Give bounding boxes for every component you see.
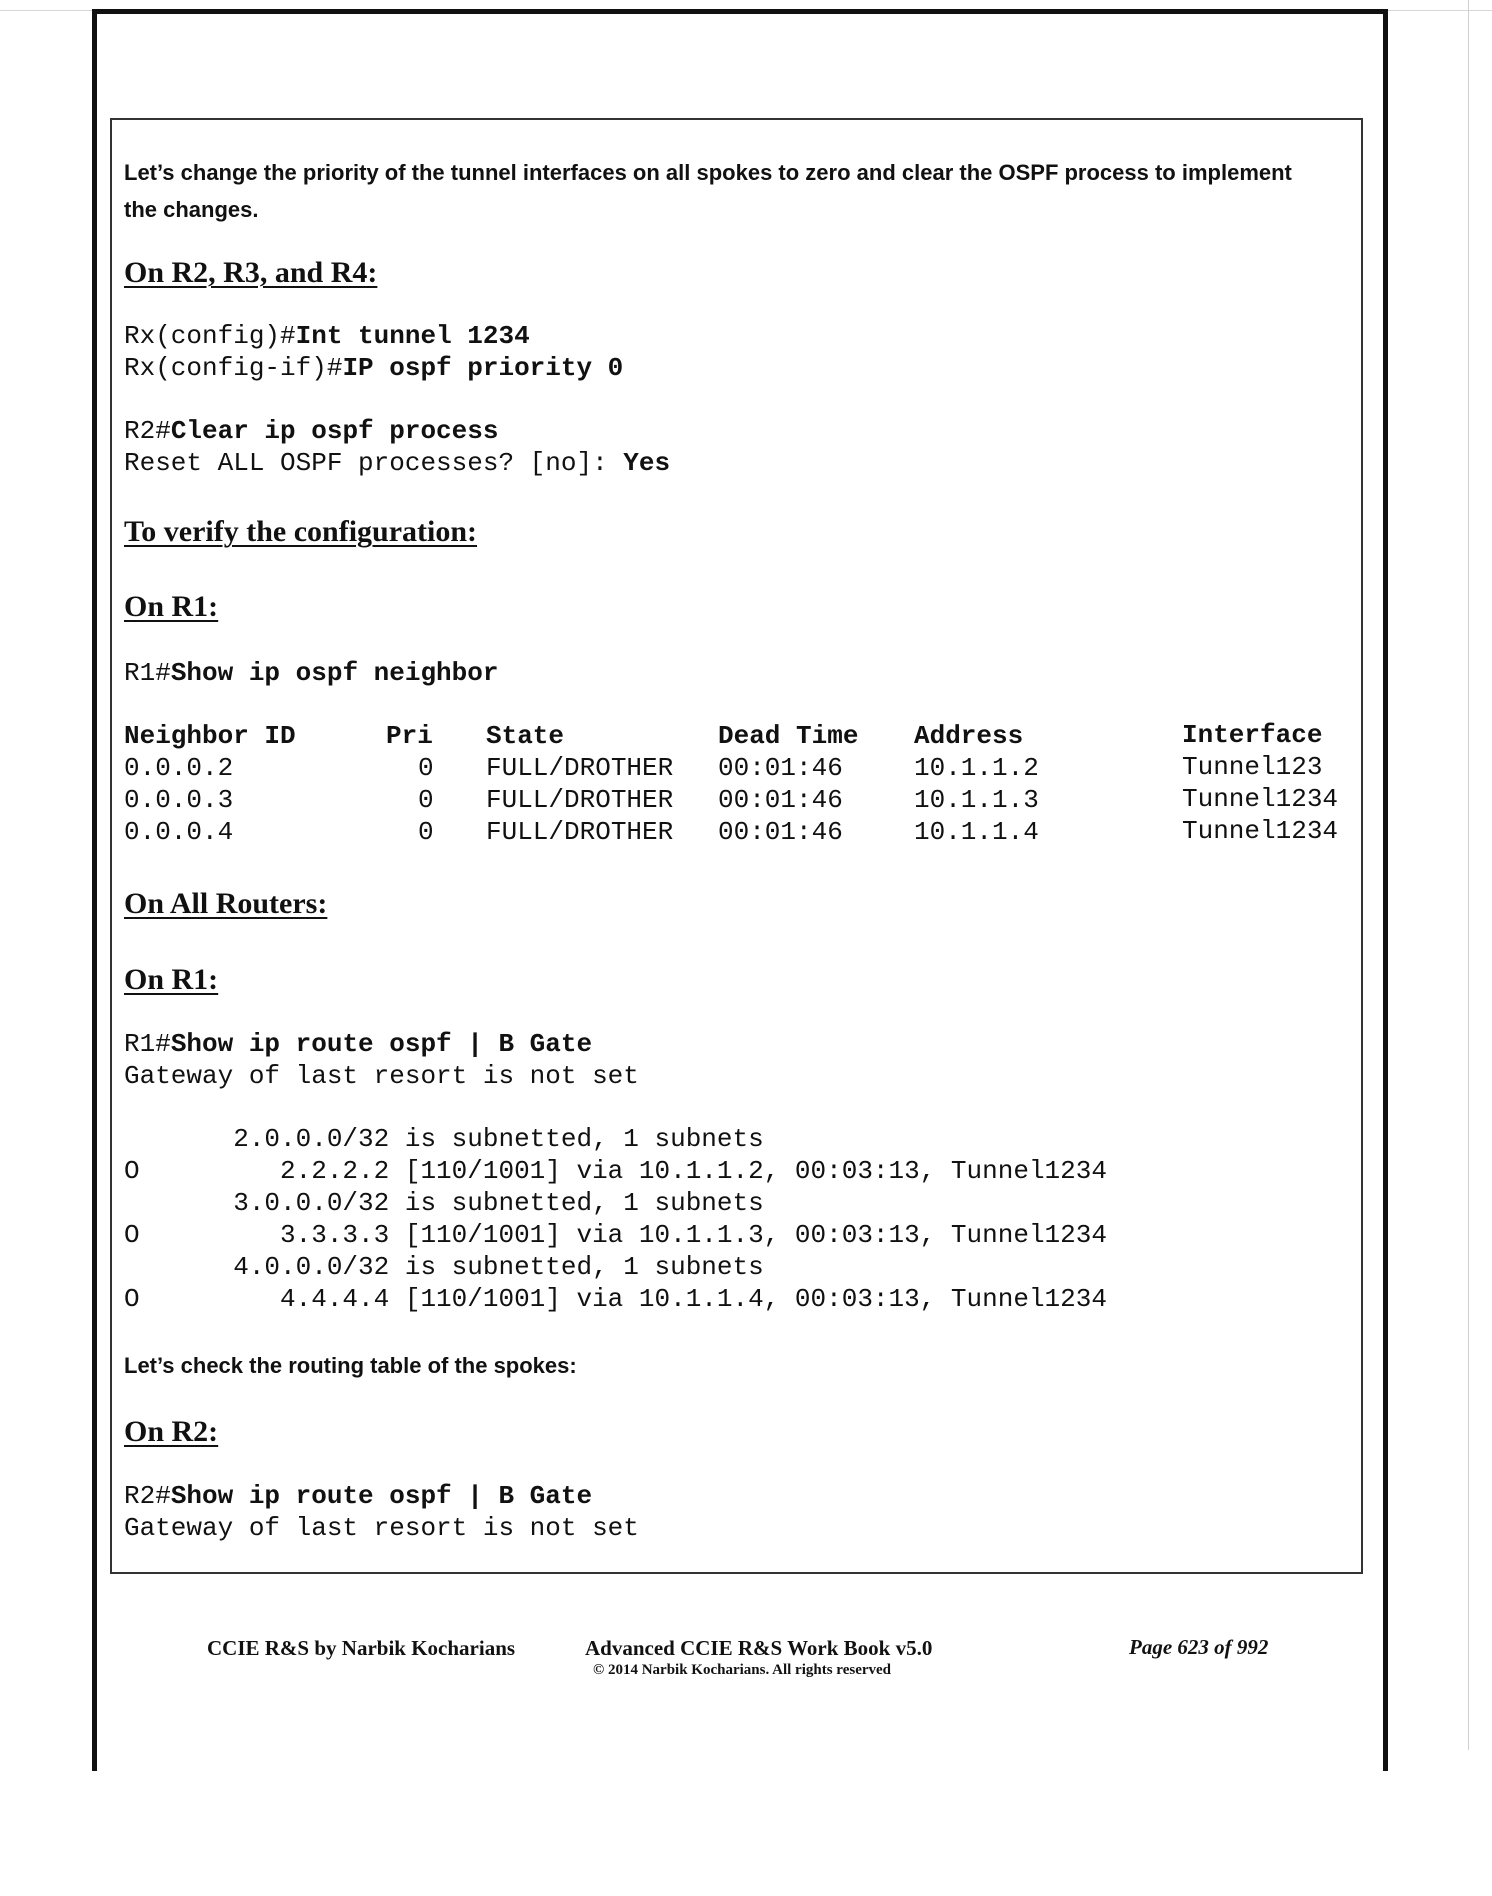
cell-pri: 0 (418, 817, 434, 847)
cell-address: 10.1.1.3 (914, 785, 1039, 815)
cell-dead-time: 00:01:46 (718, 817, 843, 847)
route2-command: Show ip route ospf | B Gate (170, 1481, 593, 1511)
route-line: O 2.2.2.2 [110/1001] via 10.1.1.2, 00:03:13, Tunnel1234 (124, 1156, 1107, 1186)
neighbor-command: Show ip ospf neighbor (170, 658, 499, 688)
heading-on-r1-b: On R1: (124, 963, 219, 996)
route-line: 3.0.0.0/32 is subnetted, 1 subnets (124, 1188, 764, 1218)
clear-prompt: R2# (124, 416, 171, 446)
scan-edge-right (1468, 0, 1469, 1750)
config-command-1: Int tunnel 1234 (295, 321, 530, 351)
neighbor-command-line (124, 657, 498, 689)
route2-gateway-line: Gateway of last resort is not set (124, 1513, 639, 1543)
route1-command: Show ip route ospf | B Gate (170, 1029, 593, 1059)
intro-paragraph: Let’s change the priority of the tunnel interfaces on all spokes to zero and clear the OSPF process to implement the changes. (124, 160, 1292, 222)
cell-pri: 0 (418, 753, 434, 783)
cell-dead-time: 00:01:46 (718, 753, 843, 783)
route-line: 2.0.0.0/32 is subnetted, 1 subnets (124, 1124, 764, 1154)
spokes-paragraph: Let’s check the routing table of the spokes: (124, 1353, 577, 1378)
footer-page-number: Page 623 of 992 (1129, 1635, 1269, 1659)
cell-state: FULL/DROTHER (486, 785, 674, 815)
reset-answer: Yes (623, 448, 671, 478)
cell-interface: Tunnel1234 (1182, 784, 1339, 814)
config-line-2 (124, 352, 623, 384)
route2-prompt: R2# (124, 1481, 171, 1511)
clear-line (124, 415, 498, 447)
reset-line (124, 447, 670, 479)
cell-address: 10.1.1.2 (914, 753, 1039, 783)
route1-gateway-line: Gateway of last resort is not set (124, 1061, 639, 1091)
heading-on-r1-a: On R1: (124, 590, 219, 623)
cell-interface: Tunnel123 (1182, 752, 1323, 782)
route1-command-line (124, 1028, 592, 1060)
cell-neighbor-id: 0.0.0.3 (124, 785, 234, 815)
heading-on-all-routers: On All Routers: (124, 887, 328, 920)
footer-author: CCIE R&S by Narbik Kocharians (207, 1636, 516, 1660)
col-header-pri: Pri (386, 721, 433, 751)
heading-on-r2: On R2: (124, 1415, 219, 1448)
heading-on-r2-r3-r4: On R2, R3, and R4: (124, 256, 378, 289)
col-header-state: State (486, 721, 565, 751)
config-prompt-2: Rx(config-if)# (124, 353, 343, 383)
cell-state: FULL/DROTHER (486, 753, 674, 783)
cell-neighbor-id: 0.0.0.2 (124, 753, 234, 783)
config-line-1 (124, 320, 530, 352)
cell-dead-time: 00:01:46 (718, 785, 843, 815)
cell-pri: 0 (418, 785, 434, 815)
neighbor-prompt: R1# (124, 658, 171, 688)
footer-copyright: © 2014 Narbik Kocharians. All rights reserved (593, 1662, 892, 1678)
col-header-dead-time: Dead Time (718, 721, 859, 751)
cell-state: FULL/DROTHER (486, 817, 674, 847)
route-line: O 4.4.4.4 [110/1001] via 10.1.1.4, 00:03:13, Tunnel1234 (124, 1284, 1107, 1314)
route-line: O 3.3.3.3 [110/1001] via 10.1.1.3, 00:03:13, Tunnel1234 (124, 1220, 1107, 1250)
heading-verify: To verify the configuration: (124, 515, 478, 548)
cell-address: 10.1.1.4 (914, 817, 1039, 847)
reset-question: Reset ALL OSPF processes? [no]: (124, 448, 624, 478)
route2-command-line (124, 1480, 592, 1512)
col-header-interface: Interface (1182, 720, 1323, 750)
route1-prompt: R1# (124, 1029, 171, 1059)
col-header-address: Address (914, 721, 1024, 751)
config-prompt-1: Rx(config)# (124, 321, 296, 351)
col-header-neighbor-id: Neighbor ID (124, 721, 296, 751)
cell-neighbor-id: 0.0.0.4 (124, 817, 234, 847)
footer-book-title: Advanced CCIE R&S Work Book v5.0 (585, 1636, 933, 1660)
clear-command: Clear ip ospf process (170, 416, 499, 446)
config-command-2: IP ospf priority 0 (342, 353, 624, 383)
cell-interface: Tunnel1234 (1182, 816, 1339, 846)
route-line: 4.0.0.0/32 is subnetted, 1 subnets (124, 1252, 764, 1282)
